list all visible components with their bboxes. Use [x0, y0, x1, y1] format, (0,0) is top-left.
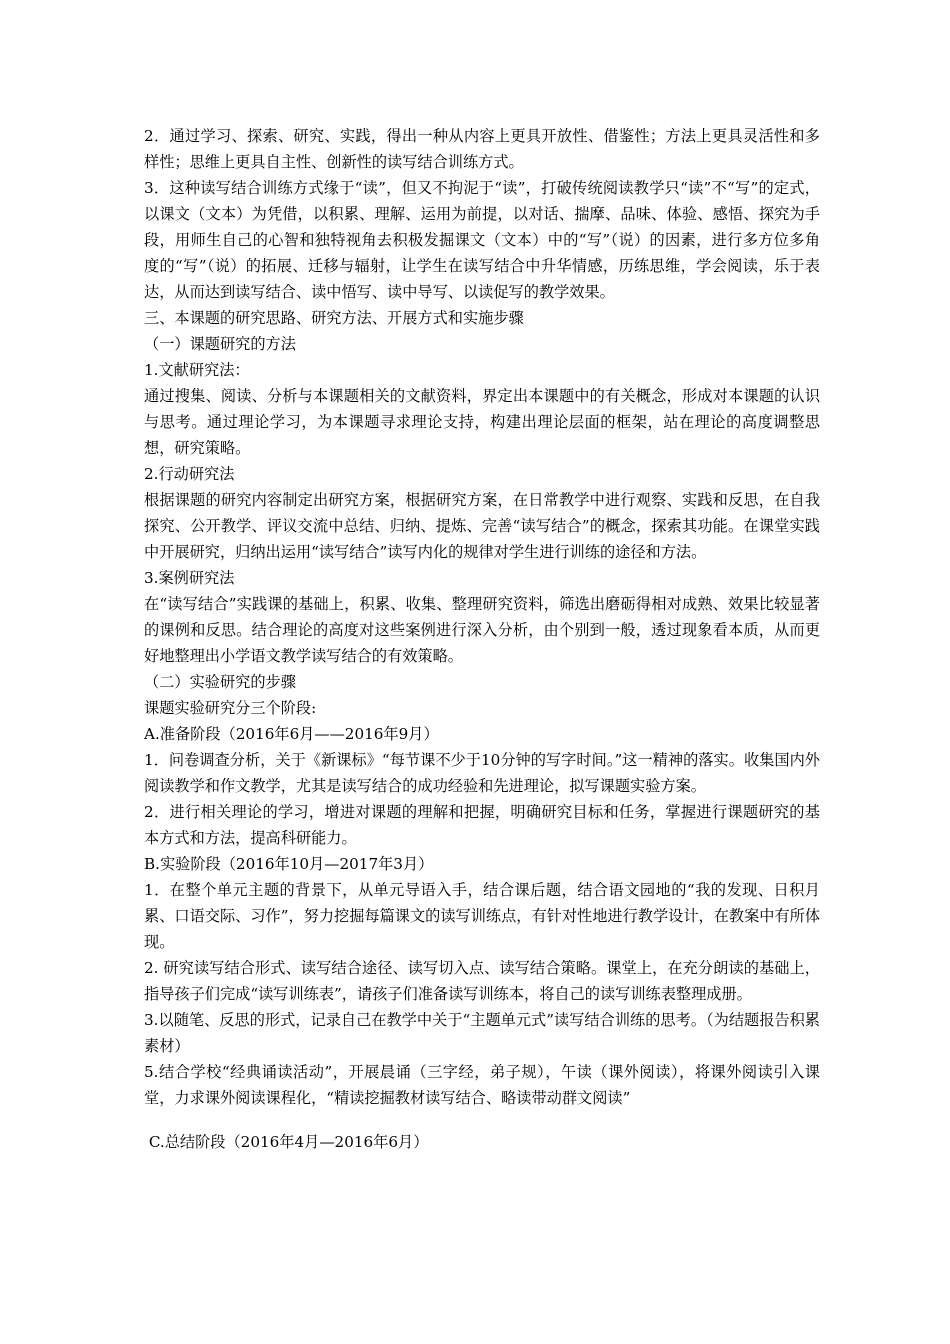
stage-heading-b: B.实验阶段（2016年10月—2017年3月） — [144, 855, 434, 873]
paragraph-case: 在“读写结合”实践课的基础上，积累、收集、整理研究资料，筛选出磨砺得相对成熟、效果比较显著的课例和反思。结合理论的高度对这些案例进行深入分析，由个别到一般，透过现象看本质，从而更好地整理出小学语文教学读写结合的有效策略。 — [144, 595, 820, 665]
method-heading-action: 2.行动研究法 — [144, 465, 235, 483]
stage-heading-c: C.总结阶段（2016年4月—2016年6月） — [144, 1133, 429, 1151]
subsection-heading-steps: （二）实验研究的步骤 — [144, 673, 296, 691]
paragraph-stage-b-3: 3.以随笔、反思的形式，记录自己在教学中关于“主题单元式”读写结合训练的思考。（为结题报告积累素材） — [144, 1011, 820, 1055]
spacer — [144, 1111, 820, 1129]
method-heading-case: 3.案例研究法 — [144, 569, 235, 587]
stage-heading-a: A.准备阶段（2016年6月——2016年9月） — [144, 725, 439, 743]
paragraph-stages-intro: 课题实验研究分三个阶段: — [144, 699, 317, 717]
paragraph-action: 根据课题的研究内容制定出研究方案，根据研究方案，在日常教学中进行观察、实践和反思，在自我探究、公开教学、评议交流中总结、归纳、提炼、完善“读写结合”的概念，探索其功能。在课堂实践中开展研究，归纳出运用“读写结合”读写内化的规律对学生进行训练的途径和方法。 — [144, 491, 820, 561]
paragraph-stage-b-2: 2. 研究读写结合形式、读写结合途径、读写切入点、读写结合策略。课堂上，在充分朗读的基础上，指导孩子们完成“读写训练表”，请孩子们准备读写训练本，将自己的读写训练表整理成册。 — [144, 959, 820, 1003]
subsection-heading-methods: （一）课题研究的方法 — [144, 335, 296, 353]
paragraph-stage-a-2: 2．进行相关理论的学习，增进对课题的理解和把握，明确研究目标和任务，掌握进行课题研究的基本方式和方法，提高科研能力。 — [144, 803, 820, 847]
paragraph-goal-2: 2．通过学习、探索、研究、实践，得出一种从内容上更具开放性、借鉴性；方法上更具灵活性和多样性；思维上更具自主性、创新性的读写结合训练方式。 — [144, 127, 820, 171]
paragraph-goal-3: 3．这种读写结合训练方式缘于“读”，但又不拘泥于“读”，打破传统阅读教学只“读”不“写”的定式，以课文（文本）为凭借，以积累、理解、运用为前提，以对话、揣摩、品味、体验、感悟、探究为手段，用师生自己的心智和独特视角去积极发掘课文（文本）中的“写”（说）的因素，进行多方位多角度的“写”（说）的拓展、迁移与辐射，让学生在读写结合中升华情感，历练思维，学会阅读，乐于表达，从而达到读写结合、读中悟写、读中导写、以读促写的教学效果。 — [144, 179, 820, 301]
document-body — [144, 123, 820, 1155]
paragraph-stage-a-1: 1．问卷调查分析，关于《新课标》“每节课不少于10分钟的写字时间。”这一精神的落实。收集国内外阅读教学和作文教学，尤其是读写结合的成功经验和先进理论，拟写课题实验方案。 — [144, 751, 820, 795]
paragraph-stage-b-1: 1．在整个单元主题的背景下，从单元导语入手，结合课后题，结合语文园地的“我的发现、日积月累、口语交际、习作”，努力挖掘每篇课文的读写训练点，有针对性地进行教学设计，在教案中有所体现。 — [144, 881, 821, 951]
paragraph-literature: 通过搜集、阅读、分析与本课题相关的文献资料，界定出本课题中的有关概念，形成对本课题的认识与思考。通过理论学习，为本课题寻求理论支持，构建出理论层面的框架，站在理论的高度调整思想，研究策略。 — [144, 387, 820, 457]
paragraph-stage-b-5: 5.结合学校“经典诵读活动”，开展晨诵（三字经，弟子规），午读（课外阅读），将课外阅读引入课堂，力求课外阅读课程化，“精读挖掘教材读写结合、略读带动群文阅读” — [144, 1063, 820, 1107]
section-heading-3: 三、本课题的研究思路、研究方法、开展方式和实施步骤 — [144, 309, 524, 327]
method-heading-literature: 1.文献研究法： — [144, 361, 250, 379]
